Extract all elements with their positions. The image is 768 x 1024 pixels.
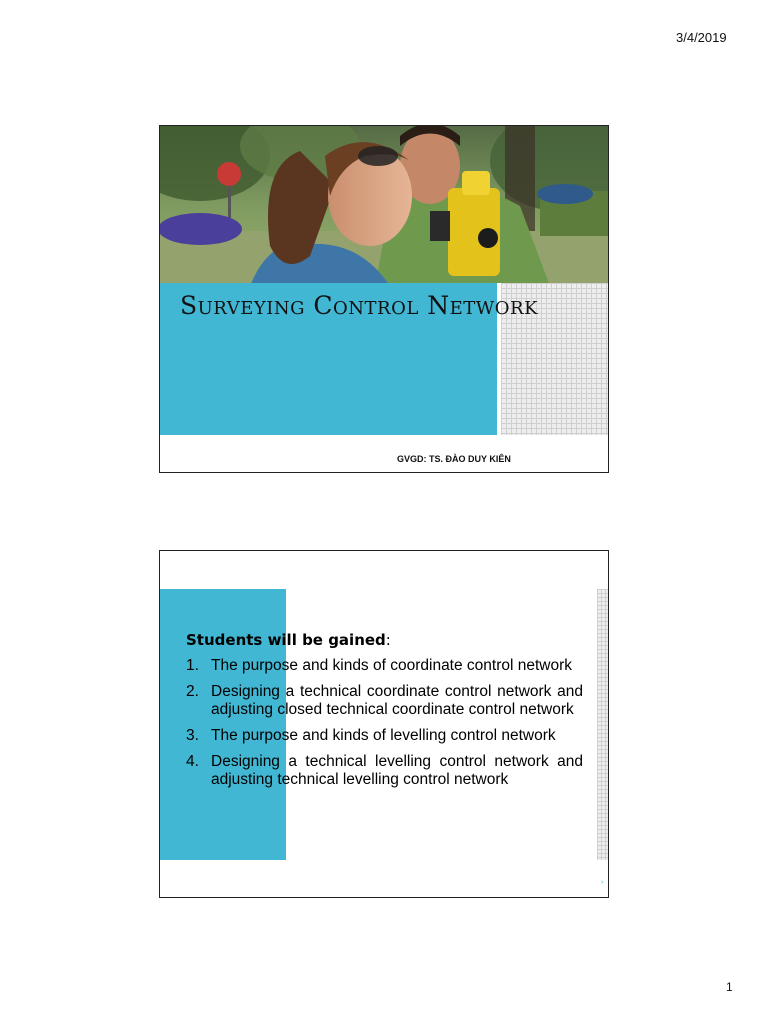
item-text: The purpose and kinds of coordinate control network [211,657,573,674]
objectives-slide [159,550,609,898]
grid-pattern-strip [597,589,608,860]
page-date: 3/4/2019 [676,30,727,45]
item-text: Designing a technical coordinate control network and adjusting closed technical coordinate control network [211,683,583,718]
item-text: The purpose and kinds of levelling control network [211,727,556,744]
heading-colon: : [385,631,391,649]
list-item [186,727,583,745]
item-number: 4. [186,753,199,770]
slide-footer [160,435,608,473]
slide-corner-mark: › [601,879,604,886]
item-number: 3. [186,727,199,744]
list-item [186,683,583,719]
author-label: GVGD: TS. ĐÀO DUY KIÊN [397,454,511,464]
item-number: 1. [186,657,199,674]
page-number: 1 [726,980,733,994]
objectives-heading [186,631,583,649]
surveyors-photo [160,126,608,283]
title-slide [159,125,609,473]
item-text: Designing a technical levelling control network and adjusting technical levelling control network [211,753,583,788]
item-number: 2. [186,683,199,700]
slide-title: Surveying Control Network [180,291,539,320]
objectives-heading-text: Students will be gained [186,631,386,649]
list-item [186,657,583,675]
objectives-content [186,631,583,797]
objectives-list [186,657,583,789]
list-item [186,753,583,789]
